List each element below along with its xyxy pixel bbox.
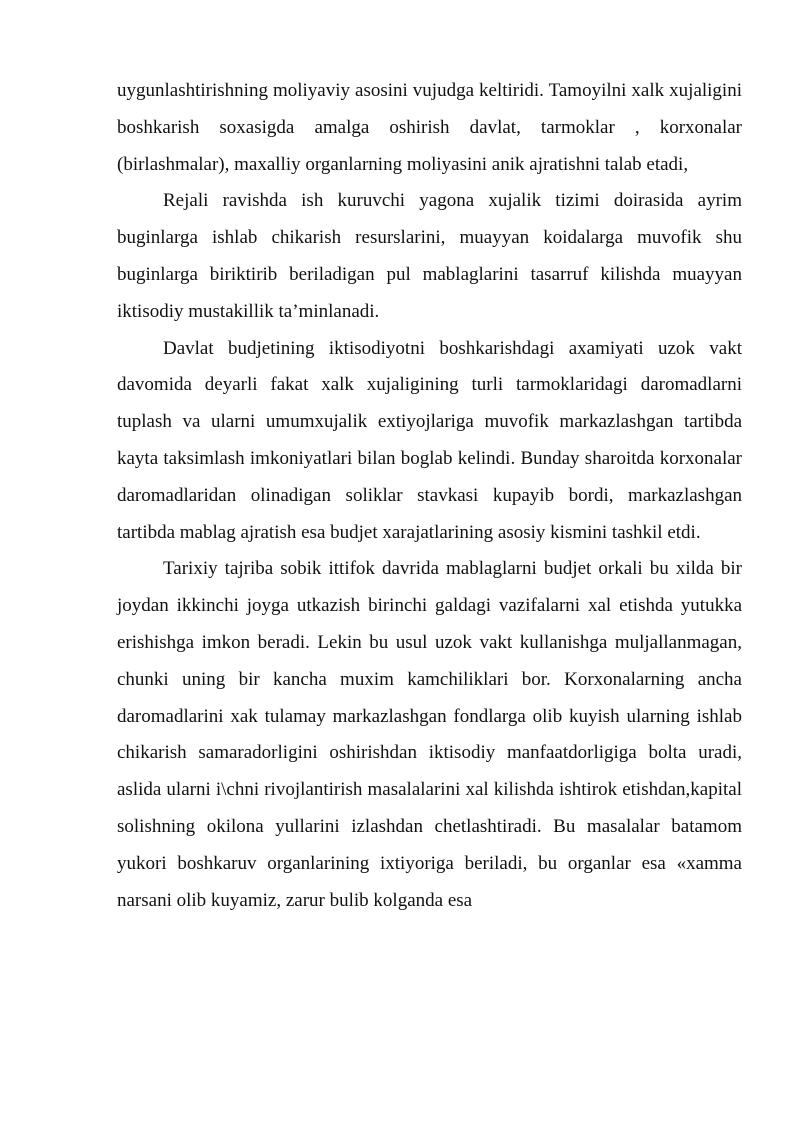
paragraph-1: uygunlashtirishning moliyaviy asosini vujudga keltiridi. Tamoyilni xalk xujaligini boshkarish soxasigda amalga oshirish davlat, tarmoklar , korxonalar (birlashmalar), maxalliy organlarning moliyasini anik ajratishni talab etadi,: [117, 80, 742, 175]
paragraph-4: Tarixiy tajriba sobik ittifok davrida mablaglarni budjet orkali bu xilda bir joydan ikkinchi joyga utkazish birinchi galdagi vazifalarni xal etishda yutukka erishishga imkon beradi. Lekin bu usul uzok vakt kullanishga muljallanmagan, chunki uning bir kancha muxim kamchiliklari bor. Korxonalarning ancha daromadlarini xak tulamay markazlashgan fondlarga olib kuyish ularning ishlab chikarish samaradorligini oshirishdan iktisodiy manfaatdorligiga bolta uradi, aslida ularni i\chni rivojlantirish masalalarini xal kilishda ishtirok etishdan,kapital solishning okilona yullarini izlashdan chetlashtiradi. Bu masalalar batamom yukori boshkaruv organlarining ixtiyoriga beriladi, bu organlar esa «xamma narsani olib kuyamiz, zarur bulib kolganda esa: [117, 558, 742, 911]
paragraph-2: Rejali ravishda ish kuruvchi yagona xujalik tizimi doirasida ayrim buginlarga ishlab chikarish resurslarini, muayyan koidalarga muvofik shu buginlarga biriktirib beriladigan pul mablaglarini tasarruf kilishda muayyan iktisodiy mustakillik ta’minlanadi.: [117, 190, 742, 322]
paragraph-3: Davlat budjetining iktisodiyotni boshkarishdagi axamiyati uzok vakt davomida deyarli fakat xalk xujaligining turli tarmoklaridagi daromadlarni tuplash va ularni umumxujalik extiyojlariga muvofik markazlashgan tartibda kayta taksimlash imkoniyatlari bilan boglab kelindi. Bunday sharoitda korxonalar daromadlaridan olinadigan soliklar stavkasi kupayib bordi, markazlashgan tartibda mablag ajratish esa budjet xarajatlarining asosiy kismini tashkil etdi.: [117, 337, 742, 543]
document-page: [117, 73, 742, 919]
